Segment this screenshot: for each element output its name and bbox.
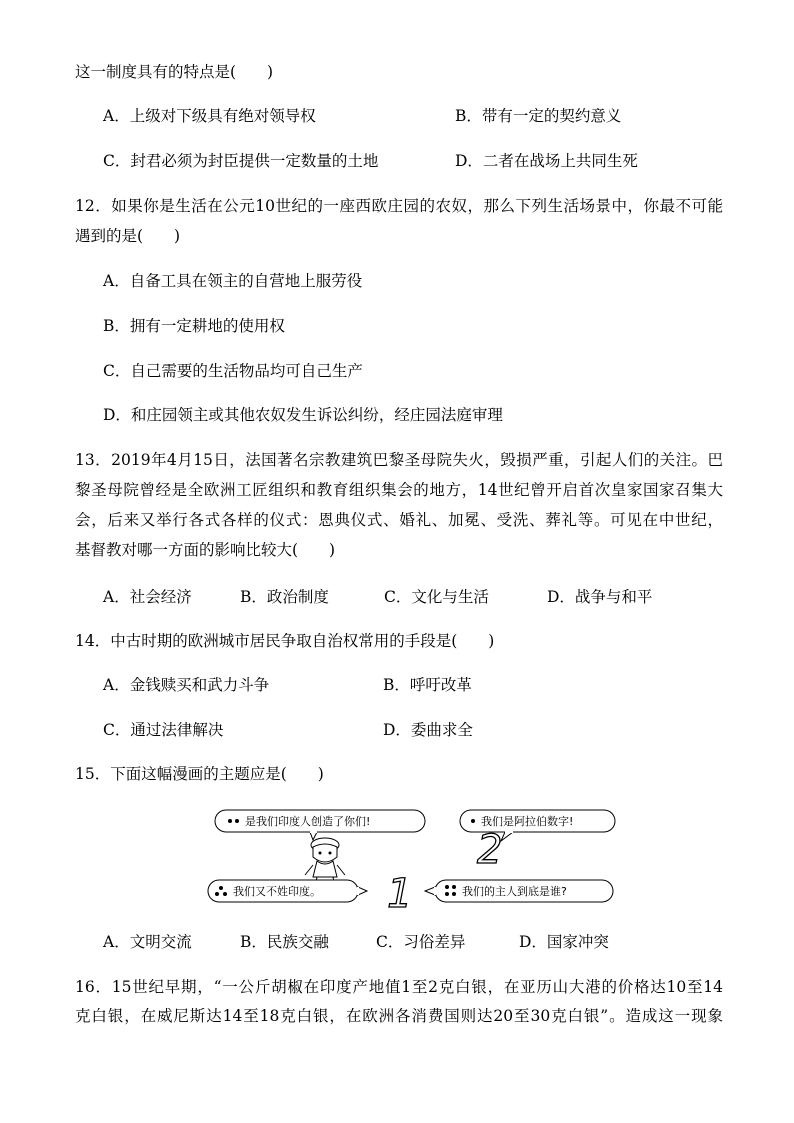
q15-option-b: B．民族交融 [240, 933, 329, 951]
q14-stem: 14．中古时期的欧洲城市居民争取自治权常用的手段是( ) [75, 632, 495, 650]
q13-option-c: C．文化与生活 [384, 588, 489, 606]
q12-option-d: D．和庄园领主或其他农奴发生诉讼纠纷，经庄园法庭审理 [103, 406, 503, 424]
q11-option-c: C．封君必须为封臣提供一定数量的土地 [103, 152, 379, 170]
q14-option-a: A．金钱赎买和武力斗争 [103, 676, 270, 694]
q14-option-b: B．呼吁改革 [383, 676, 472, 694]
q13-option-d: D．战争与和平 [547, 588, 653, 606]
q12-option-a: A．自备工具在领主的自营地上服劳役 [103, 272, 363, 290]
q16-stem-line2: 克白银，在威尼斯达14至18克白银，在欧洲各消费国则达20至30克白银”。造成这一现象 [75, 1007, 723, 1025]
q15-option-c: C．习俗差异 [376, 933, 466, 951]
q14-option-c: C．通过法律解决 [103, 721, 224, 739]
q12-option-c: C．自己需要的生活物品均可自己生产 [103, 362, 363, 380]
q15-stem: 15．下面这幅漫画的主题应是( ) [75, 765, 324, 783]
q13-stem-line3: 会，后来又举行各式各样的仪式：恩典仪式、婚礼、加冕、受洗、葬礼等。可见在中世纪， [75, 511, 723, 529]
digit-two-figure: 2 [477, 827, 503, 873]
q11-stem: 这一制度具有的特点是( ) [75, 63, 274, 81]
q12-option-b: B．拥有一定耕地的使用权 [103, 317, 285, 335]
q15-option-d: D．国家冲突 [519, 933, 609, 951]
q13-option-a: A．社会经济 [103, 588, 192, 606]
q16-stem-line1: 16．15世纪早期，“一公斤胡椒在印度产地值1至2克白银，在亚历山大港的价格达10至14 [75, 978, 723, 996]
bubble-2-text: 我们是阿拉伯数字! [481, 815, 574, 828]
q13-stem-line2: 黎圣母院曾经是全欧洲工匠组织和教育组织集会的地方，14世纪曾开启首次皇家国家召集大 [75, 481, 723, 499]
q11-option-a: A．上级对下级具有绝对领导权 [103, 107, 316, 125]
q13-stem-line4: 基督教对哪一方面的影响比较大( ) [75, 541, 336, 559]
bubble-1-text: 是我们印度人创造了你们! [245, 815, 371, 828]
q13-option-b: B．政治制度 [240, 588, 329, 606]
q15-option-a: A．文明交流 [103, 933, 192, 951]
bubble-4-text: 我们的主人到底是谁? [462, 885, 567, 898]
q12-stem-line1: 12．如果你是生活在公元10世纪的一座西欧庄园的农奴，那么下列生活场景中，你最不可能 [75, 197, 723, 215]
q13-stem-line1: 13．2019年4月15日，法国著名宗教建筑巴黎圣母院失火，毁损严重，引起人们的关注。巴 [75, 451, 723, 469]
q11-option-b: B．带有一定的契约意义 [455, 107, 622, 125]
arabic-numerals-cartoon [205, 805, 625, 915]
q11-option-d: D．二者在战场上共同生死 [455, 152, 638, 170]
q12-stem-line2: 遇到的是( ) [75, 227, 181, 245]
q14-option-d: D．委曲求全 [383, 721, 473, 739]
bubble-3-text: 我们又不姓印度。 [233, 885, 321, 898]
digit-one-figure: 1 [387, 871, 413, 915]
